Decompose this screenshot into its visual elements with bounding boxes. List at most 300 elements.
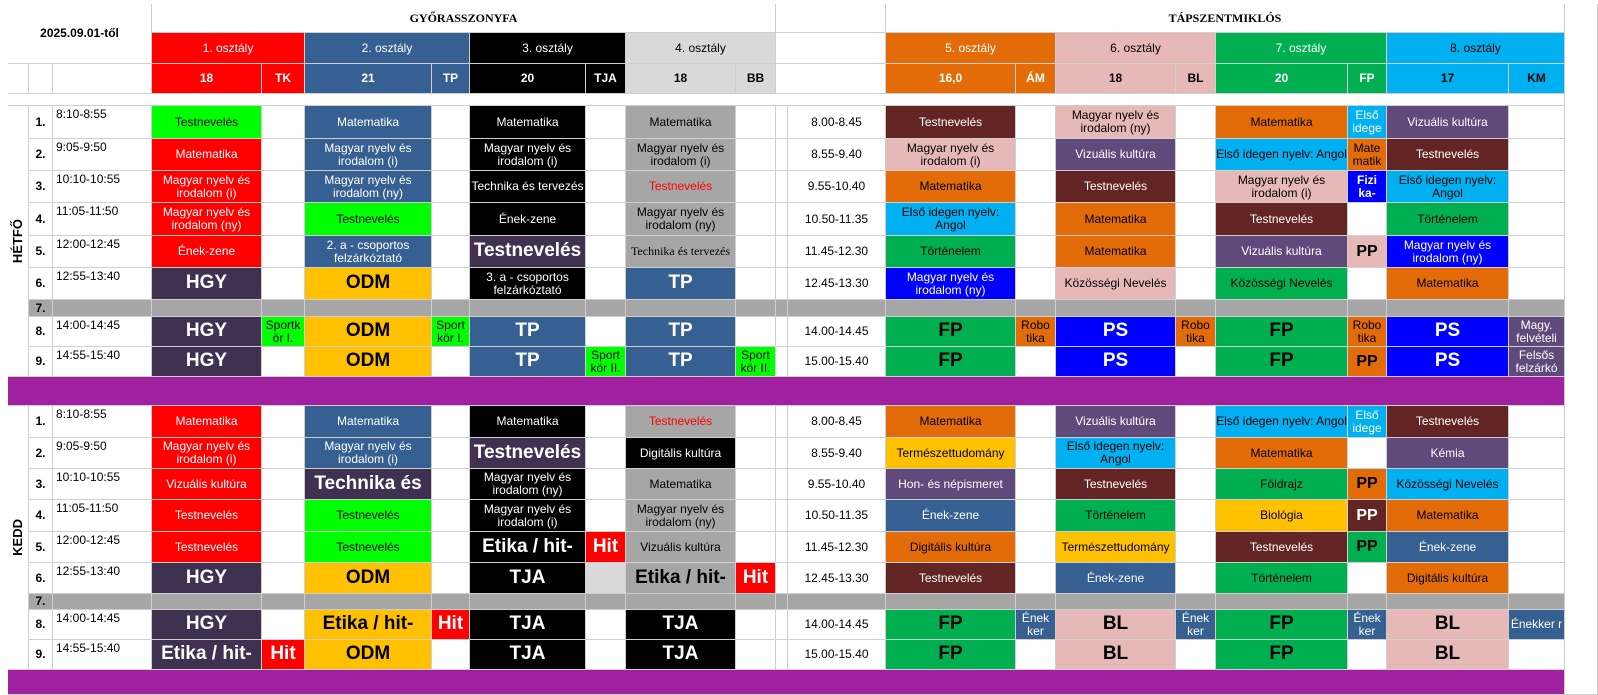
teacher-note-cell[interactable] [262, 500, 305, 532]
period-number[interactable]: 4. [29, 203, 53, 236]
lesson-cell[interactable] [1216, 300, 1348, 317]
lesson-cell[interactable]: Matematika [1387, 268, 1509, 300]
lesson-cell[interactable]: Testnevelés [305, 203, 432, 236]
period-time-t[interactable]: 8.00-8.45 [788, 406, 886, 438]
teacher-note-cell[interactable] [1016, 406, 1056, 438]
teacher-note-cell[interactable] [262, 268, 305, 300]
teacher-note-cell[interactable] [586, 610, 626, 640]
lesson-cell[interactable]: Testnevelés [1387, 139, 1509, 171]
lesson-cell[interactable]: BL [1387, 640, 1509, 670]
lesson-cell[interactable] [1056, 594, 1176, 610]
class-count[interactable]: 20 [470, 64, 586, 94]
lesson-cell[interactable]: Magyar nyelv és irodalom (i) [305, 139, 432, 171]
teacher-note-cell[interactable] [586, 500, 626, 532]
period-time-gy[interactable]: 11:05-11:50 [53, 203, 152, 236]
period-time-t[interactable]: 15.00-15.40 [788, 640, 886, 670]
teacher-note-cell[interactable] [586, 203, 626, 236]
lesson-cell[interactable]: Magyar nyelv és irodalom (ny) [626, 500, 736, 532]
lesson-cell[interactable]: 2. a - csoportos felzárkóztató [305, 236, 432, 268]
teacher-note-cell[interactable] [586, 640, 626, 670]
lesson-cell[interactable]: Technika és tervezés [470, 171, 586, 203]
teacher-note-cell[interactable]: Sport kör II. [586, 347, 626, 377]
teacher-note-cell[interactable] [1176, 236, 1216, 268]
period-number[interactable]: 6. [29, 563, 53, 594]
spacer[interactable] [776, 171, 788, 203]
period-time-t[interactable]: 10.50-11.35 [788, 203, 886, 236]
teacher-note-cell[interactable] [1509, 532, 1565, 563]
teacher-note-cell[interactable] [432, 347, 470, 377]
teacher-note-cell[interactable] [586, 563, 626, 594]
lesson-cell[interactable]: Vizuális kultúra [1216, 236, 1348, 268]
period-time-t[interactable]: 9.55-10.40 [788, 469, 886, 500]
lesson-cell[interactable]: TP [470, 317, 586, 347]
teacher-note-cell[interactable]: Robo tika [1348, 317, 1387, 347]
teacher-note-cell[interactable] [262, 236, 305, 268]
teacher-note-cell[interactable] [736, 236, 776, 268]
sheet-right-margin[interactable] [1565, 4, 1598, 695]
teacher-note-cell[interactable] [1016, 268, 1056, 300]
lesson-cell[interactable]: Első idegen nyelv: Angol [1056, 438, 1176, 469]
class-teacher[interactable]: TJA [586, 64, 626, 94]
teacher-note-cell[interactable] [432, 268, 470, 300]
class-count[interactable]: 16,0 [886, 64, 1016, 94]
lesson-cell[interactable]: Magyar nyelv és irodalom (ny) [470, 469, 586, 500]
lesson-cell[interactable]: Vizuális kultúra [1387, 106, 1509, 139]
period-time-t[interactable]: 11.45-12.30 [788, 532, 886, 563]
teacher-note-cell[interactable] [432, 532, 470, 563]
teacher-note-cell[interactable] [1509, 563, 1565, 594]
period-time-gy[interactable]: 12:00-12:45 [53, 532, 152, 563]
lesson-cell[interactable]: BL [1387, 610, 1509, 640]
lesson-cell[interactable]: HGY [152, 610, 262, 640]
lesson-cell[interactable] [152, 300, 262, 317]
lesson-cell[interactable]: Etika / hit- [152, 640, 262, 670]
date-label[interactable]: 2025.09.01-től [8, 4, 152, 64]
spacer[interactable] [776, 268, 788, 300]
teacher-note-cell[interactable] [1016, 500, 1056, 532]
teacher-note-cell[interactable] [736, 594, 776, 610]
spacer[interactable] [776, 236, 788, 268]
lesson-cell[interactable]: Testnevelés [626, 171, 736, 203]
lesson-cell[interactable]: Magyar nyelv és irodalom (ny) [626, 203, 736, 236]
lesson-cell[interactable]: Történelem [1056, 500, 1176, 532]
lesson-cell[interactable]: Hon- és népismeret [886, 469, 1016, 500]
teacher-note-cell[interactable] [432, 438, 470, 469]
period-time-gy[interactable]: 12:00-12:45 [53, 236, 152, 268]
teacher-note-cell[interactable] [1016, 203, 1056, 236]
teacher-note-cell[interactable] [1176, 203, 1216, 236]
teacher-note-cell[interactable] [262, 438, 305, 469]
teacher-note-cell[interactable] [736, 532, 776, 563]
period-number[interactable]: 1. [29, 406, 53, 438]
teacher-note-cell[interactable] [1509, 594, 1565, 610]
period-time-t[interactable]: 14.00-14.45 [788, 317, 886, 347]
period-time-gy[interactable]: 8:10-8:55 [53, 406, 152, 438]
lesson-cell[interactable]: Magyar nyelv és irodalom (i) [886, 139, 1016, 171]
teacher-note-cell[interactable] [262, 171, 305, 203]
lesson-cell[interactable] [1387, 300, 1509, 317]
period-time-t[interactable]: 15.00-15.40 [788, 347, 886, 377]
period-number[interactable]: 4. [29, 500, 53, 532]
period-number[interactable]: 2. [29, 438, 53, 469]
period-time-t[interactable]: 8.55-9.40 [788, 139, 886, 171]
spacer[interactable] [776, 203, 788, 236]
lesson-cell[interactable]: Vizuális kultúra [1056, 139, 1176, 171]
lesson-cell[interactable]: Matematika [152, 406, 262, 438]
spacer[interactable] [776, 317, 788, 347]
period-number[interactable]: 5. [29, 236, 53, 268]
period-time-t[interactable]: 12.45-13.30 [788, 563, 886, 594]
period-number[interactable]: 3. [29, 171, 53, 203]
lesson-cell[interactable]: Technika és tervezés [626, 236, 736, 268]
teacher-note-cell[interactable] [432, 171, 470, 203]
class-teacher[interactable]: TP [432, 64, 470, 94]
lesson-cell[interactable]: Testnevelés [1387, 406, 1509, 438]
teacher-note-cell[interactable] [432, 106, 470, 139]
lesson-cell[interactable]: FP [1216, 640, 1348, 670]
teacher-note-cell[interactable] [262, 347, 305, 377]
teacher-note-cell[interactable]: Énekker r [1509, 610, 1565, 640]
empty-header[interactable] [776, 64, 886, 94]
teacher-note-cell[interactable] [586, 268, 626, 300]
teacher-note-cell[interactable] [1176, 347, 1216, 377]
lesson-cell[interactable]: Matematika [886, 406, 1016, 438]
teacher-note-cell[interactable] [586, 106, 626, 139]
teacher-note-cell[interactable] [736, 203, 776, 236]
period-time-t[interactable]: 10.50-11.35 [788, 500, 886, 532]
lesson-cell[interactable]: ODM [305, 347, 432, 377]
teacher-note-cell[interactable] [262, 532, 305, 563]
teacher-note-cell[interactable] [1509, 438, 1565, 469]
lesson-cell[interactable]: HGY [152, 563, 262, 594]
class-teacher[interactable]: ÁM [1016, 64, 1056, 94]
teacher-note-cell[interactable] [586, 406, 626, 438]
lesson-cell[interactable]: Kémia [1387, 438, 1509, 469]
lesson-cell[interactable]: Matematika [626, 106, 736, 139]
lesson-cell[interactable]: Ének-zene [1056, 563, 1176, 594]
teacher-note-cell[interactable]: PP [1348, 469, 1387, 500]
teacher-note-cell[interactable] [586, 139, 626, 171]
teacher-note-cell[interactable]: Fizi ka- [1348, 171, 1387, 203]
teacher-note-cell[interactable] [1176, 171, 1216, 203]
teacher-note-cell[interactable]: Hit [586, 532, 626, 563]
lesson-cell[interactable]: Testnevelés [1056, 469, 1176, 500]
teacher-note-cell[interactable] [432, 563, 470, 594]
lesson-cell[interactable]: Magyar nyelv és irodalom (i) [152, 171, 262, 203]
teacher-note-cell[interactable] [1176, 469, 1216, 500]
lesson-cell[interactable]: Testnevelés [886, 106, 1016, 139]
lesson-cell[interactable] [1387, 594, 1509, 610]
teacher-note-cell[interactable]: Robo tika [1176, 317, 1216, 347]
lesson-cell[interactable] [1056, 300, 1176, 317]
teacher-note-cell[interactable] [1348, 640, 1387, 670]
teacher-note-cell[interactable] [736, 438, 776, 469]
lesson-cell[interactable]: Matematika [1056, 203, 1176, 236]
lesson-cell[interactable]: Testnevelés [1216, 203, 1348, 236]
teacher-note-cell[interactable]: Első idege [1348, 406, 1387, 438]
teacher-note-cell[interactable]: Első idege [1348, 106, 1387, 139]
period-time-gy[interactable]: 14:55-15:40 [53, 640, 152, 670]
teacher-note-cell[interactable] [736, 300, 776, 317]
lesson-cell[interactable] [305, 594, 432, 610]
lesson-cell[interactable]: Digitális kultúra [886, 532, 1016, 563]
teacher-note-cell[interactable] [1509, 640, 1565, 670]
lesson-cell[interactable]: Matematika [1216, 438, 1348, 469]
teacher-note-cell[interactable] [1016, 300, 1056, 317]
teacher-note-cell[interactable] [586, 171, 626, 203]
teacher-note-cell[interactable] [432, 406, 470, 438]
teacher-note-cell[interactable] [1176, 640, 1216, 670]
lesson-cell[interactable]: Magyar nyelv és irodalom (ny) [1387, 236, 1509, 268]
teacher-note-cell[interactable]: Ének ker [1016, 610, 1056, 640]
period-time-t[interactable]: 14.00-14.45 [788, 610, 886, 640]
teacher-note-cell[interactable]: Robo tika [1016, 317, 1056, 347]
teacher-note-cell[interactable]: Hit [432, 610, 470, 640]
teacher-note-cell[interactable]: Sport kör II. [736, 347, 776, 377]
class-teacher[interactable]: BL [1176, 64, 1216, 94]
teacher-note-cell[interactable] [736, 610, 776, 640]
spacer[interactable] [776, 500, 788, 532]
teacher-note-cell[interactable]: Magy. felvételi [1509, 317, 1565, 347]
teacher-note-cell[interactable] [432, 300, 470, 317]
period-number[interactable]: 7. [29, 594, 53, 610]
teacher-note-cell[interactable] [1176, 563, 1216, 594]
lesson-cell[interactable]: Vizuális kultúra [1056, 406, 1176, 438]
lesson-cell[interactable]: ODM [305, 640, 432, 670]
teacher-note-cell[interactable] [432, 203, 470, 236]
period-number[interactable]: 8. [29, 610, 53, 640]
lesson-cell[interactable]: Magyar nyelv és irodalom (i) [1216, 171, 1348, 203]
period-number[interactable]: 9. [29, 640, 53, 670]
class-name-header[interactable]: 4. osztály [626, 33, 776, 64]
teacher-note-cell[interactable] [586, 438, 626, 469]
teacher-note-cell[interactable] [736, 500, 776, 532]
teacher-note-cell[interactable] [432, 500, 470, 532]
lesson-cell[interactable]: ODM [305, 563, 432, 594]
lesson-cell[interactable] [626, 300, 736, 317]
teacher-note-cell[interactable] [1016, 563, 1056, 594]
period-time-gy[interactable]: 14:00-14:45 [53, 610, 152, 640]
lesson-cell[interactable]: Testnevelés [886, 563, 1016, 594]
teacher-note-cell[interactable] [736, 139, 776, 171]
lesson-cell[interactable]: TJA [626, 640, 736, 670]
day-divider[interactable] [8, 670, 1565, 695]
spacer[interactable] [776, 532, 788, 563]
lesson-cell[interactable]: Matematika [305, 106, 432, 139]
period-time-t[interactable]: 12.45-13.30 [788, 268, 886, 300]
lesson-cell[interactable]: FP [1216, 610, 1348, 640]
teacher-note-cell[interactable] [1176, 532, 1216, 563]
lesson-cell[interactable]: Matematika [470, 106, 586, 139]
lesson-cell[interactable]: Testnevelés [1056, 171, 1176, 203]
period-time-gy[interactable]: 12:55-13:40 [53, 268, 152, 300]
period-time-gy[interactable]: 12:55-13:40 [53, 563, 152, 594]
class-name-header[interactable]: 3. osztály [470, 33, 626, 64]
class-count[interactable]: 21 [305, 64, 432, 94]
class-count[interactable]: 18 [1056, 64, 1176, 94]
teacher-note-cell[interactable] [1016, 106, 1056, 139]
lesson-cell[interactable]: Testnevelés [305, 532, 432, 563]
teacher-note-cell[interactable] [736, 406, 776, 438]
teacher-note-cell[interactable] [262, 106, 305, 139]
class-count[interactable]: 18 [152, 64, 262, 94]
class-count[interactable]: 17 [1387, 64, 1509, 94]
teacher-note-cell[interactable] [262, 203, 305, 236]
lesson-cell[interactable]: Etika / hit- [305, 610, 432, 640]
lesson-cell[interactable]: PS [1056, 347, 1176, 377]
lesson-cell[interactable]: Testnevelés [305, 500, 432, 532]
teacher-note-cell[interactable] [586, 236, 626, 268]
teacher-note-cell[interactable] [1176, 500, 1216, 532]
teacher-note-cell[interactable] [1509, 139, 1565, 171]
period-number[interactable]: 5. [29, 532, 53, 563]
lesson-cell[interactable]: Első idegen nyelv: Angol [1216, 406, 1348, 438]
lesson-cell[interactable]: Etika / hit- [626, 563, 736, 594]
period-number[interactable]: 3. [29, 469, 53, 500]
teacher-note-cell[interactable]: Felsős felzárkó [1509, 347, 1565, 377]
lesson-cell[interactable]: Magyar nyelv és irodalom (i) [152, 438, 262, 469]
lesson-cell[interactable]: Ének-zene [1387, 532, 1509, 563]
lesson-cell[interactable]: Magyar nyelv és irodalom (i) [470, 139, 586, 171]
class-teacher[interactable]: FP [1348, 64, 1387, 94]
lesson-cell[interactable]: Ének-zene [470, 203, 586, 236]
lesson-cell[interactable] [470, 594, 586, 610]
teacher-note-cell[interactable] [1348, 594, 1387, 610]
lesson-cell[interactable]: Testnevelés [152, 106, 262, 139]
lesson-cell[interactable]: PS [1387, 317, 1509, 347]
lesson-cell[interactable]: Testnevelés [152, 532, 262, 563]
lesson-cell[interactable]: Testnevelés [152, 500, 262, 532]
teacher-note-cell[interactable] [736, 268, 776, 300]
period-time-gy[interactable]: 11:05-11:50 [53, 500, 152, 532]
gap-row[interactable] [8, 94, 1565, 106]
spacer[interactable] [776, 610, 788, 640]
teacher-note-cell[interactable] [586, 594, 626, 610]
lesson-cell[interactable]: TP [626, 268, 736, 300]
teacher-note-cell[interactable] [1176, 406, 1216, 438]
teacher-note-cell[interactable]: PP [1348, 347, 1387, 377]
teacher-note-cell[interactable] [1509, 268, 1565, 300]
empty-header[interactable] [53, 64, 152, 94]
teacher-note-cell[interactable] [736, 469, 776, 500]
period-time-t[interactable]: 8.00-8.45 [788, 106, 886, 139]
teacher-note-cell[interactable] [1016, 469, 1056, 500]
teacher-note-cell[interactable] [262, 406, 305, 438]
teacher-note-cell[interactable] [1348, 563, 1387, 594]
teacher-note-cell[interactable] [736, 317, 776, 347]
teacher-note-cell[interactable] [432, 594, 470, 610]
class-name-header[interactable]: 2. osztály [305, 33, 470, 64]
teacher-note-cell[interactable] [432, 236, 470, 268]
day-label[interactable] [8, 406, 29, 670]
teacher-note-cell[interactable] [1176, 594, 1216, 610]
teacher-note-cell[interactable] [736, 171, 776, 203]
lesson-cell[interactable]: Digitális kultúra [1387, 563, 1509, 594]
empty-header[interactable] [29, 64, 53, 94]
lesson-cell[interactable]: Első idegen nyelv: Angol [1387, 171, 1509, 203]
lesson-cell[interactable]: Ének-zene [152, 236, 262, 268]
lesson-cell[interactable]: Matematika [626, 469, 736, 500]
teacher-note-cell[interactable] [262, 563, 305, 594]
teacher-note-cell[interactable] [1509, 406, 1565, 438]
lesson-cell[interactable]: Biológia [1216, 500, 1348, 532]
lesson-cell[interactable]: Testnevelés [470, 236, 586, 268]
school-header-tapszentmiklos[interactable]: TÁPSZENTMIKLÓS [886, 4, 1565, 33]
class-name-header[interactable]: 1. osztály [152, 33, 305, 64]
lesson-cell[interactable]: PS [1387, 347, 1509, 377]
teacher-note-cell[interactable] [262, 594, 305, 610]
teacher-note-cell[interactable] [1509, 300, 1565, 317]
teacher-note-cell[interactable] [1509, 500, 1565, 532]
teacher-note-cell[interactable]: Hit [262, 640, 305, 670]
class-teacher[interactable]: KM [1509, 64, 1565, 94]
lesson-cell[interactable]: Etika / hit- [470, 532, 586, 563]
lesson-cell[interactable]: Magyar nyelv és irodalom (ny) [886, 268, 1016, 300]
teacher-note-cell[interactable] [736, 640, 776, 670]
lesson-cell[interactable]: Testnevelés [1216, 532, 1348, 563]
period-time-gy[interactable]: 10:10-10:55 [53, 171, 152, 203]
teacher-note-cell[interactable] [1348, 203, 1387, 236]
lesson-cell[interactable]: HGY [152, 347, 262, 377]
lesson-cell[interactable]: Testnevelés [626, 406, 736, 438]
lesson-cell[interactable]: Magyar nyelv és irodalom (i) [305, 438, 432, 469]
period-time-gy[interactable]: 9:05-9:50 [53, 438, 152, 469]
lesson-cell[interactable]: TJA [626, 610, 736, 640]
lesson-cell[interactable]: Természettudomány [886, 438, 1016, 469]
teacher-note-cell[interactable] [586, 300, 626, 317]
class-name-header[interactable]: 5. osztály [886, 33, 1056, 64]
lesson-cell[interactable]: TJA [470, 640, 586, 670]
teacher-note-cell[interactable]: PP [1348, 532, 1387, 563]
teacher-note-cell[interactable] [262, 139, 305, 171]
teacher-note-cell[interactable] [1016, 171, 1056, 203]
spacer[interactable] [776, 469, 788, 500]
spacer[interactable] [776, 406, 788, 438]
period-time-t[interactable]: 8.55-9.40 [788, 438, 886, 469]
lesson-cell[interactable]: Közösségi Nevelés [1216, 268, 1348, 300]
period-number[interactable]: 9. [29, 347, 53, 377]
spacer[interactable] [776, 594, 788, 610]
period-time-t[interactable] [788, 300, 886, 317]
period-number[interactable]: 1. [29, 106, 53, 139]
lesson-cell[interactable]: TJA [470, 610, 586, 640]
class-name-header[interactable]: 6. osztály [1056, 33, 1216, 64]
period-time-gy[interactable]: 14:00-14:45 [53, 317, 152, 347]
period-time-t[interactable]: 9.55-10.40 [788, 171, 886, 203]
lesson-cell[interactable]: Történelem [1216, 563, 1348, 594]
teacher-note-cell[interactable] [432, 640, 470, 670]
lesson-cell[interactable] [626, 594, 736, 610]
lesson-cell[interactable]: FP [1216, 347, 1348, 377]
class-teacher[interactable]: BB [736, 64, 776, 94]
period-number[interactable]: 2. [29, 139, 53, 171]
teacher-note-cell[interactable]: Ének ker [1176, 610, 1216, 640]
period-time-gy[interactable] [53, 594, 152, 610]
spacer[interactable] [776, 139, 788, 171]
lesson-cell[interactable]: Magyar nyelv és irodalom (i) [470, 500, 586, 532]
day-label[interactable] [8, 106, 29, 377]
teacher-note-cell[interactable] [1176, 438, 1216, 469]
lesson-cell[interactable]: Vizuális kultúra [152, 469, 262, 500]
teacher-note-cell[interactable] [1176, 268, 1216, 300]
teacher-note-cell[interactable] [1509, 236, 1565, 268]
teacher-note-cell[interactable] [432, 469, 470, 500]
lesson-cell[interactable]: FP [886, 610, 1016, 640]
spacer[interactable] [776, 640, 788, 670]
lesson-cell[interactable]: ODM [305, 317, 432, 347]
lesson-cell[interactable]: Technika és [305, 469, 432, 500]
period-time-t[interactable]: 11.45-12.30 [788, 236, 886, 268]
